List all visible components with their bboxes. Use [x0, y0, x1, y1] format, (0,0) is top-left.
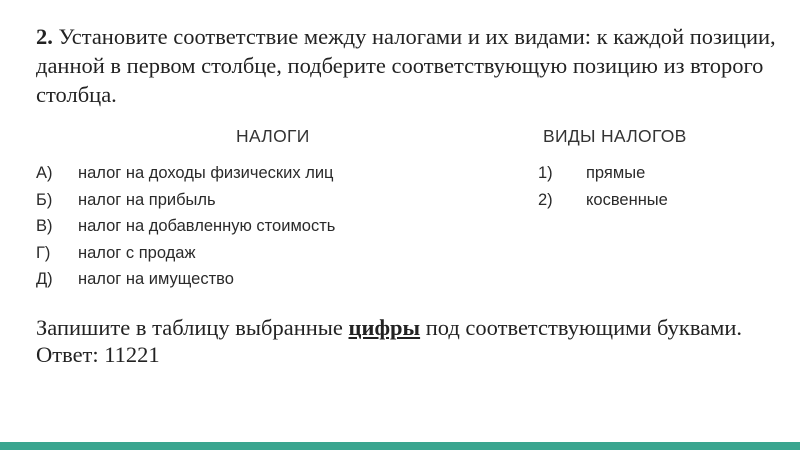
bottom-accent-bar — [0, 442, 800, 450]
item-text: налог с продаж — [78, 243, 196, 262]
taxes-list — [36, 160, 335, 293]
list-item — [36, 160, 335, 187]
item-text: косвенные — [586, 190, 668, 209]
list-item — [36, 266, 335, 293]
list-item — [36, 213, 335, 240]
instruction-before: Запишите в таблицу выбранные — [36, 315, 349, 340]
tax-types-column-header: ВИДЫ НАЛОГОВ — [543, 126, 687, 146]
item-text: налог на имущество — [78, 270, 234, 288]
item-text: налог на добавленную стоимость — [78, 217, 336, 235]
task-statement — [36, 22, 776, 109]
item-text: прямые — [586, 164, 646, 182]
item-number: 2) — [538, 190, 553, 209]
item-letter: В) — [36, 217, 53, 235]
tax-types-list — [538, 160, 668, 213]
instruction-emphasis: цифры — [348, 315, 421, 340]
instruction-text — [36, 314, 776, 341]
answer-block — [36, 314, 776, 368]
item-text: налог на прибыль — [78, 190, 216, 209]
item-letter: Б) — [36, 190, 53, 209]
item-letter: А) — [36, 164, 53, 182]
taxes-column-header: НАЛОГИ — [236, 126, 310, 146]
item-number: 1) — [538, 164, 553, 182]
task-number: 2. — [36, 24, 53, 49]
answer-text: Ответ: 11221 — [36, 342, 160, 367]
list-item — [538, 187, 668, 214]
task-text: Установите соответствие между налогами и их видами: к каждой позиции, данной в первом столбце, подберите соответствующую позицию из второго столбца. — [36, 24, 776, 107]
item-letter: Д) — [36, 270, 53, 288]
instruction-after: под соответствующими буквами. — [420, 315, 743, 340]
item-letter: Г) — [36, 243, 51, 262]
list-item — [36, 240, 335, 267]
item-text: налог на доходы физических лиц — [78, 164, 334, 182]
list-item — [538, 160, 668, 187]
list-item — [36, 187, 335, 214]
